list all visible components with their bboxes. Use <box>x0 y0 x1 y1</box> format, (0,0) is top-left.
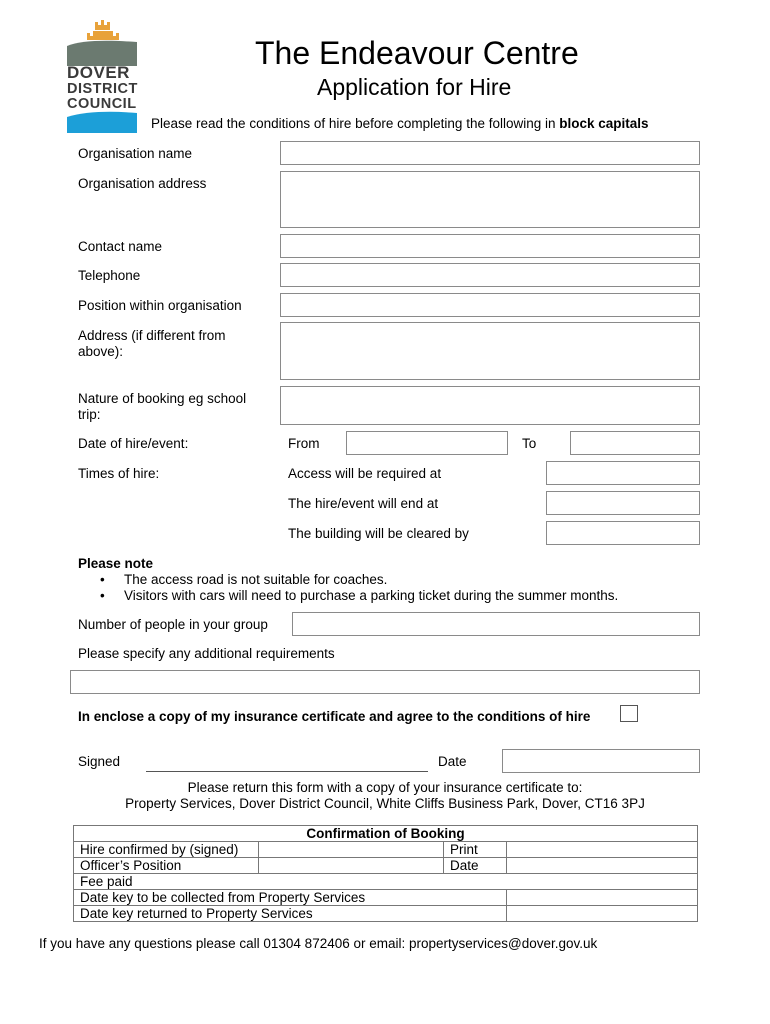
label-end-time: The hire/event will end at <box>288 496 439 511</box>
table-row <box>74 874 698 890</box>
return-address: Property Services, Dover District Council, White Cliffs Business Park, Dover, CT16 3PJ <box>125 796 645 811</box>
telephone-input[interactable] <box>280 263 700 287</box>
people-input[interactable] <box>292 612 700 636</box>
table-row <box>74 890 698 906</box>
castle-logo-icon <box>67 18 137 68</box>
table-row <box>74 826 698 842</box>
sign-date-input[interactable] <box>502 749 700 773</box>
access-time-input[interactable] <box>546 461 700 485</box>
label-sign-date: Date <box>438 754 467 769</box>
label-signed: Signed <box>78 754 121 769</box>
instruction-text <box>151 116 649 132</box>
label-people: Number of people in your group <box>78 617 268 632</box>
fee-paid-label: Fee paid <box>74 874 698 890</box>
key-returned-label: Date key returned to Property Services <box>74 906 507 922</box>
label-org-address: Organisation address <box>78 176 207 191</box>
footer-contact: If you have any questions please call 01304 872406 or email: propertyservices@dover.gov.uk <box>39 936 598 951</box>
key-collected-label: Date key to be collected from Property Services <box>74 890 507 906</box>
agreement-checkbox[interactable] <box>620 705 638 722</box>
logo-line-council: COUNCIL <box>67 96 137 112</box>
date-cell[interactable] <box>507 858 698 874</box>
agreement-text: In enclose a copy of my insurance certificate and agree to the conditions of hire <box>78 709 591 724</box>
label-date-hire: Date of hire/event: <box>78 436 189 451</box>
table-row <box>74 906 698 922</box>
label-org-name: Organisation name <box>78 146 193 161</box>
bullet-icon: • <box>100 572 105 587</box>
org-address-input[interactable] <box>280 171 700 228</box>
logo-line-district: DISTRICT <box>67 81 138 97</box>
label-to: To <box>522 436 537 451</box>
page-subtitle: Application for Hire <box>317 74 512 100</box>
date-to-input[interactable] <box>570 431 700 455</box>
officer-position-cell[interactable] <box>259 858 444 874</box>
note-bullet <box>100 572 387 587</box>
instruction-prefix: Please read the conditions of hire before completing the following in <box>151 116 560 131</box>
nature-input[interactable] <box>280 386 700 425</box>
note-heading: Please note <box>78 556 154 571</box>
page-title: The Endeavour Centre <box>255 35 579 71</box>
logo-line-dover: DOVER <box>67 63 130 82</box>
key-returned-cell[interactable] <box>507 906 698 922</box>
sea-wave-icon <box>67 111 137 133</box>
officer-position-label: Officer’s Position <box>74 858 259 874</box>
note-bullet-text: Visitors with cars will need to purchase a parking ticket during the summer months. <box>124 588 619 603</box>
note-bullet <box>100 588 618 603</box>
label-position: Position within organisation <box>78 298 242 313</box>
signature-line[interactable] <box>146 771 428 772</box>
hire-confirmed-cell[interactable] <box>259 842 444 858</box>
cleared-time-input[interactable] <box>546 521 700 545</box>
org-name-input[interactable] <box>280 141 700 165</box>
hire-confirmed-label: Hire confirmed by (signed) <box>74 842 259 858</box>
confirmation-title: Confirmation of Booking <box>74 826 698 842</box>
position-input[interactable] <box>280 293 700 317</box>
label-alt-address-line2: above): <box>78 344 124 359</box>
bullet-icon: • <box>100 588 105 603</box>
print-label: Print <box>444 842 507 858</box>
end-time-input[interactable] <box>546 491 700 515</box>
key-collected-cell[interactable] <box>507 890 698 906</box>
return-instruction: Please return this form with a copy of your insurance certificate to: <box>187 780 583 795</box>
label-times-hire: Times of hire: <box>78 466 160 481</box>
label-alt-address-line1: Address (if different from <box>78 328 226 343</box>
label-telephone: Telephone <box>78 268 141 283</box>
label-requirements: Please specify any additional requirements <box>78 646 335 661</box>
label-nature-line1: Nature of booking eg school <box>78 391 247 406</box>
note-bullet-text: The access road is not suitable for coaches. <box>124 572 388 587</box>
label-cleared-time: The building will be cleared by <box>288 526 469 541</box>
contact-name-input[interactable] <box>280 234 700 258</box>
label-contact-name: Contact name <box>78 239 163 254</box>
alt-address-input[interactable] <box>280 322 700 380</box>
date-label: Date <box>444 858 507 874</box>
council-logo <box>67 18 137 133</box>
instruction-bold: block capitals <box>559 116 649 131</box>
print-cell[interactable] <box>507 842 698 858</box>
requirements-input[interactable] <box>70 670 700 694</box>
table-row <box>74 842 698 858</box>
confirmation-table <box>73 825 698 922</box>
table-row <box>74 858 698 874</box>
label-nature-line2: trip: <box>78 407 101 422</box>
label-from: From <box>288 436 320 451</box>
label-access-time: Access will be required at <box>288 466 442 481</box>
date-from-input[interactable] <box>346 431 508 455</box>
